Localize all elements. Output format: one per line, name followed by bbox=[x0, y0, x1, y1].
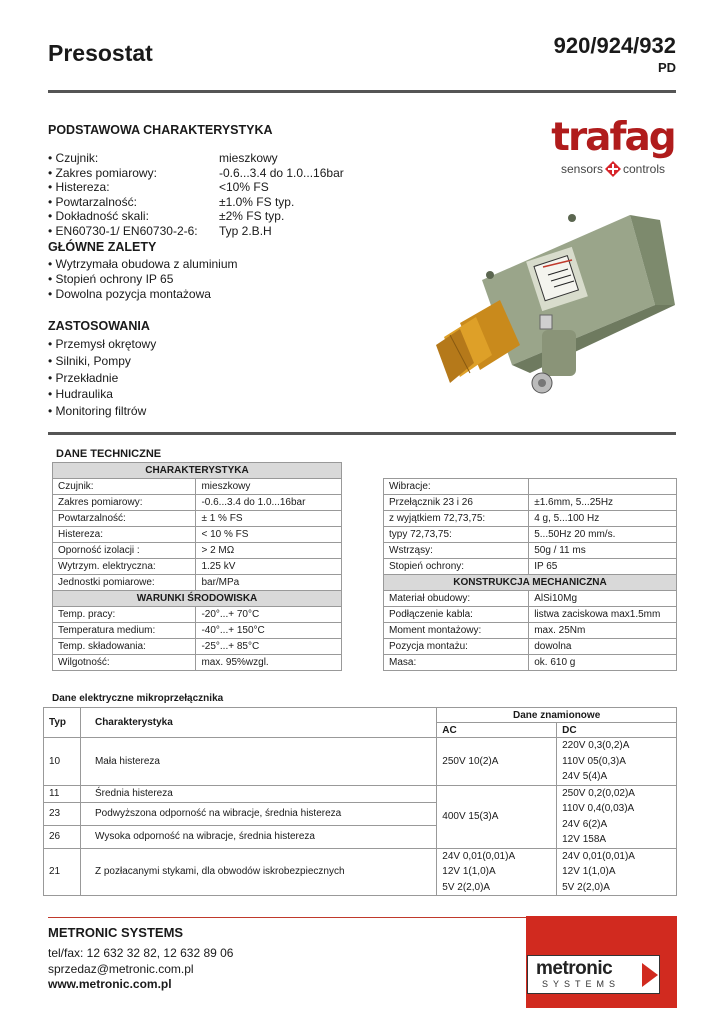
list-item: • Stopień ochrony IP 65 bbox=[48, 272, 174, 286]
table-row: Przełącznik 23 i 26 ±1.6mm, 5...25Hz bbox=[384, 495, 677, 511]
website-link[interactable]: www.metronic.com.pl bbox=[48, 977, 172, 991]
advantages-heading: GŁÓWNE ZALETY bbox=[48, 240, 157, 254]
group-dc-values: 250V 0,2(0,02)A 110V 0,4(0,03)A 24V 6(2)A 12V 158A bbox=[557, 785, 677, 848]
applications-list bbox=[48, 336, 156, 420]
basic-heading: PODSTAWOWA CHARAKTERYSTYKA bbox=[48, 123, 273, 137]
electric-caption: Dane elektryczne mikroprzełącznika bbox=[52, 693, 224, 704]
email-link[interactable]: sprzedaz@metronic.com.pl bbox=[48, 961, 194, 976]
table-header: WARUNKI ŚRODOWISKA bbox=[53, 591, 342, 607]
table-row: Stopień ochrony: IP 65 bbox=[384, 559, 677, 575]
table-header: CHARAKTERYSTYKA bbox=[53, 463, 342, 479]
col-header-ac: AC bbox=[437, 723, 557, 738]
table-row: z wyjątkiem 72,73,75: 4 g, 5...100 Hz bbox=[384, 511, 677, 527]
company-name: METRONIC SYSTEMS bbox=[48, 925, 184, 940]
col-header-char: Charakterystyka bbox=[80, 708, 436, 738]
table-row: 10 Mała histereza 250V 10(2)A 220V 0,3(0,2)A 110V 05(0,3)A 24V 5(4)A bbox=[44, 738, 677, 786]
spec-row: • EN60730-1/ EN60730-2-6: Typ 2.B.H bbox=[48, 223, 272, 238]
table-row: Wstrząsy: 50g / 11 ms bbox=[384, 543, 677, 559]
table-row: Moment montażowy: max. 25Nm bbox=[384, 623, 677, 639]
table-row: Wibracje: bbox=[384, 479, 677, 495]
col-header-dc: DC bbox=[557, 723, 677, 738]
table-row: Jednostki pomiarowe: bar/MPa bbox=[53, 575, 342, 591]
table-row: Histereza: < 10 % FS bbox=[53, 527, 342, 543]
table-row: Temperatura medium: -40°...+ 150°C bbox=[53, 623, 342, 639]
spec-row: • Zakres pomiarowy: -0.6...3.4 do 1.0...16bar bbox=[48, 165, 344, 180]
table-row: Temp. składowania: -25°...+ 85°C bbox=[53, 639, 342, 655]
table-row: 11 Średnia histereza 400V 15(3)A 250V 0,2(0,02)A 110V 0,4(0,03)A 24V 6(2)A 12V 158A bbox=[44, 785, 677, 802]
phone-text: tel/fax: 12 632 32 82, 12 632 89 06 bbox=[48, 946, 234, 960]
header-divider bbox=[48, 90, 676, 93]
col-header-type: Typ bbox=[44, 708, 81, 738]
section-divider bbox=[48, 432, 676, 435]
page-title: Presostat bbox=[48, 40, 153, 66]
list-item: • Dowolna pozycja montażowa bbox=[48, 287, 211, 301]
advantages-list bbox=[48, 257, 238, 302]
table-row: Podłączenie kabla: listwa zaciskowa max1.5mm bbox=[384, 607, 677, 623]
table-row: Czujnik: mieszkowy bbox=[53, 479, 342, 495]
table-row: typy 72,73,75: 5...50Hz 20 mm/s. bbox=[384, 527, 677, 543]
model-variant: PD bbox=[657, 60, 676, 75]
contact-block bbox=[48, 946, 233, 993]
list-item: • Przemysł okrętowy bbox=[48, 337, 157, 351]
arrow-icon bbox=[642, 963, 658, 987]
mechanical-table bbox=[383, 478, 677, 671]
table-row: Pozycja montażu: dowolna bbox=[384, 639, 677, 655]
applications-heading: ZASTOSOWANIA bbox=[48, 319, 150, 333]
model-number: 920/924/932 bbox=[553, 33, 676, 58]
table-header: KONSTRUKCJA MECHANICZNA bbox=[384, 575, 677, 591]
table-row: Masa: ok. 610 g bbox=[384, 655, 677, 671]
spec-row: • Czujnik: mieszkowy bbox=[48, 151, 278, 165]
table-row: Wilgotność: max. 95%wzgl. bbox=[53, 655, 342, 671]
list-item: • Wytrzymała obudowa z aluminium bbox=[48, 257, 238, 271]
table-row: Wytrzym. elektryczna: 1.25 kV bbox=[53, 559, 342, 575]
trafag-logo: trafag sensors controls bbox=[551, 115, 675, 176]
metronic-logo: metronic SYSTEMS bbox=[527, 955, 660, 994]
group-ac-value: 400V 15(3)A bbox=[437, 785, 557, 848]
spec-row: • Powtarzalność: ±1.0% FS typ. bbox=[48, 194, 295, 209]
table-row: Zakres pomiarowy: -0.6...3.4 do 1.0...16bar bbox=[53, 495, 342, 511]
table-row: 21 Z pozłacanymi stykami, dla obwodów iskrobezpiecznych 24V 0,01(0,01)A 12V 1(1,0)A 5V 2(2,0)A 24V 0,01(0,01)A 12V 1(1,0)A 5V 2(2,0)A bbox=[44, 848, 677, 896]
list-item: • Silniki, Pompy bbox=[48, 353, 131, 368]
tech-heading: DANE TECHNICZNE bbox=[56, 448, 162, 460]
electric-table bbox=[43, 707, 677, 896]
basic-spec-list bbox=[48, 151, 344, 238]
col-header-rated: Dane znamionowe bbox=[437, 708, 677, 723]
table-row: Oporność izolacji : > 2 MΩ bbox=[53, 543, 342, 559]
table-row: 23 Podwyższona odporność na wibracje, średnia histereza bbox=[44, 802, 677, 825]
footer-divider bbox=[48, 917, 526, 918]
list-item: • Monitoring filtrów bbox=[48, 404, 147, 419]
brand-diamond-icon bbox=[605, 161, 621, 177]
list-item: • Hudraulika bbox=[48, 387, 113, 402]
pressure-switch-image bbox=[430, 205, 680, 410]
table-row: 26 Wysoka odporność na wibracje, średnia histereza bbox=[44, 825, 677, 848]
spec-row: • Dokładność skali: ±2% FS typ. bbox=[48, 209, 285, 223]
spec-row: • Histereza: <10% FS bbox=[48, 180, 269, 194]
table-row: Materiał obudowy: AlSi10Mg bbox=[384, 591, 677, 607]
table-row: Temp. pracy: -20°...+ 70°C bbox=[53, 607, 342, 623]
characteristics-table bbox=[52, 462, 342, 671]
table-row: Powtarzalność: ± 1 % FS bbox=[53, 511, 342, 527]
list-item: • Przekładnie bbox=[48, 370, 119, 385]
